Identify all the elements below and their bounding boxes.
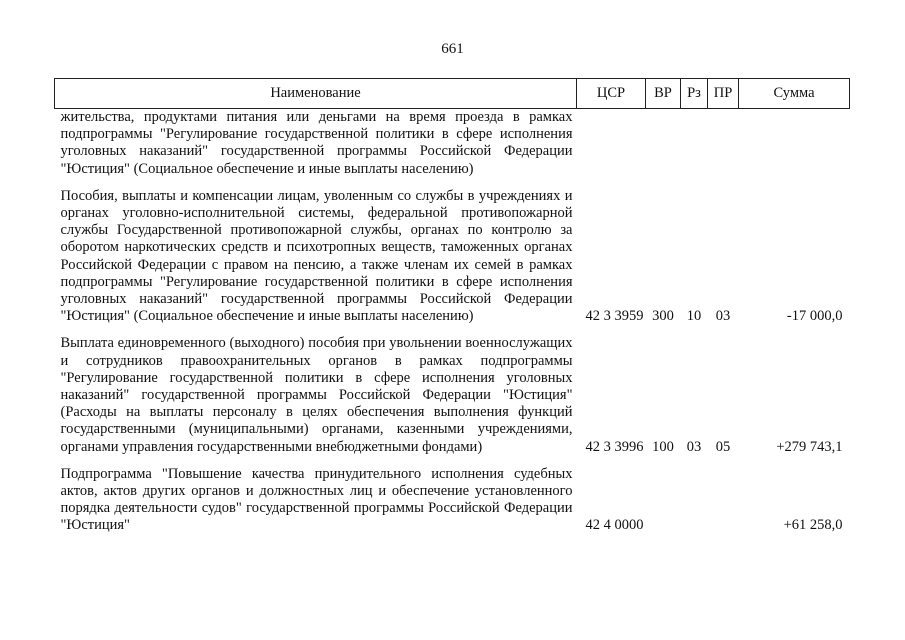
- row-sum: +61 258,0: [783, 517, 843, 534]
- row-pr: [708, 109, 739, 178]
- row-csr: [577, 109, 646, 178]
- header-rz: Рз: [681, 79, 708, 109]
- row-vr: 300: [652, 308, 674, 325]
- table-row: [55, 109, 850, 178]
- budget-table: [54, 78, 850, 535]
- row-rz: 03: [686, 438, 702, 455]
- row-rz: [681, 456, 708, 535]
- table-row: [55, 456, 850, 535]
- table-header-row: [55, 79, 850, 109]
- row-name: Выплата единовременного (выходного) пособия при увольнении военнослужащих и сотрудников правоохранительных органов в рамках подпрограммы "Регулирование государственной политики в сфере исполнения уголовных наказаний" государственной программы Российской Федерации "Юстиция" (Расходы на выплаты персоналу в целях обеспечения выполнения функций государственными (муниципальными) органами, казенными учреждениями, органами управления государственными внебюджетными фондами): [60, 335, 573, 455]
- header-csr: ЦСР: [577, 79, 646, 109]
- row-name: Подпрограмма "Повышение качества принудительного исполнения судебных актов, актов других органов и должностных лиц и обеспечение установленного порядка деятельности судов" государственной программы Российской Федерации "Юстиция": [60, 465, 573, 534]
- table-row: [55, 325, 850, 455]
- row-vr: [646, 456, 681, 535]
- header-sum: Сумма: [739, 79, 850, 109]
- row-sum: +279 743,1: [776, 438, 843, 455]
- row-sum: -17 000,0: [786, 308, 843, 325]
- row-rz: [681, 109, 708, 178]
- page-number: 661: [441, 41, 464, 57]
- row-csr: 42 3 3996: [585, 438, 644, 455]
- row-csr: 42 4 0000: [585, 517, 644, 534]
- row-vr: 100: [652, 438, 674, 455]
- header-name: Наименование: [55, 79, 577, 109]
- header-pr: ПР: [708, 79, 739, 109]
- row-sum: [739, 109, 850, 178]
- row-pr: 05: [715, 438, 731, 455]
- table-row: [55, 178, 850, 326]
- row-csr: 42 3 3959: [585, 308, 644, 325]
- header-vr: ВР: [646, 79, 681, 109]
- row-rz: 10: [686, 308, 702, 325]
- row-pr: 03: [715, 308, 731, 325]
- row-name: Пособия, выплаты и компенсации лицам, уволенным со службы в учреждениях и органах уголовно-исполнительной системы, федеральной противопожарной службы Государственной противопожарной службы, органах по контролю за оборотом наркотических средств и психотропных веществ, таможенных органах Российской Федерации с правом на пенсию, а также членам их семей в рамках подпрограммы "Регулирование государственной политики в сфере исполнения уголовных наказаний" государственной программы Российской Федерации "Юстиция" (Социальное обеспечение и иные выплаты населению): [60, 187, 573, 325]
- row-pr: [708, 456, 739, 535]
- row-vr: [646, 109, 681, 178]
- row-name: жительства, продуктами питания или деньгами на время проезда в рамках подпрограммы "Регулирование государственной политики в сфере исполнения уголовных наказаний" государственной программы Российской Федерации "Юстиция" (Социальное обеспечение и иные выплаты населению): [60, 109, 573, 177]
